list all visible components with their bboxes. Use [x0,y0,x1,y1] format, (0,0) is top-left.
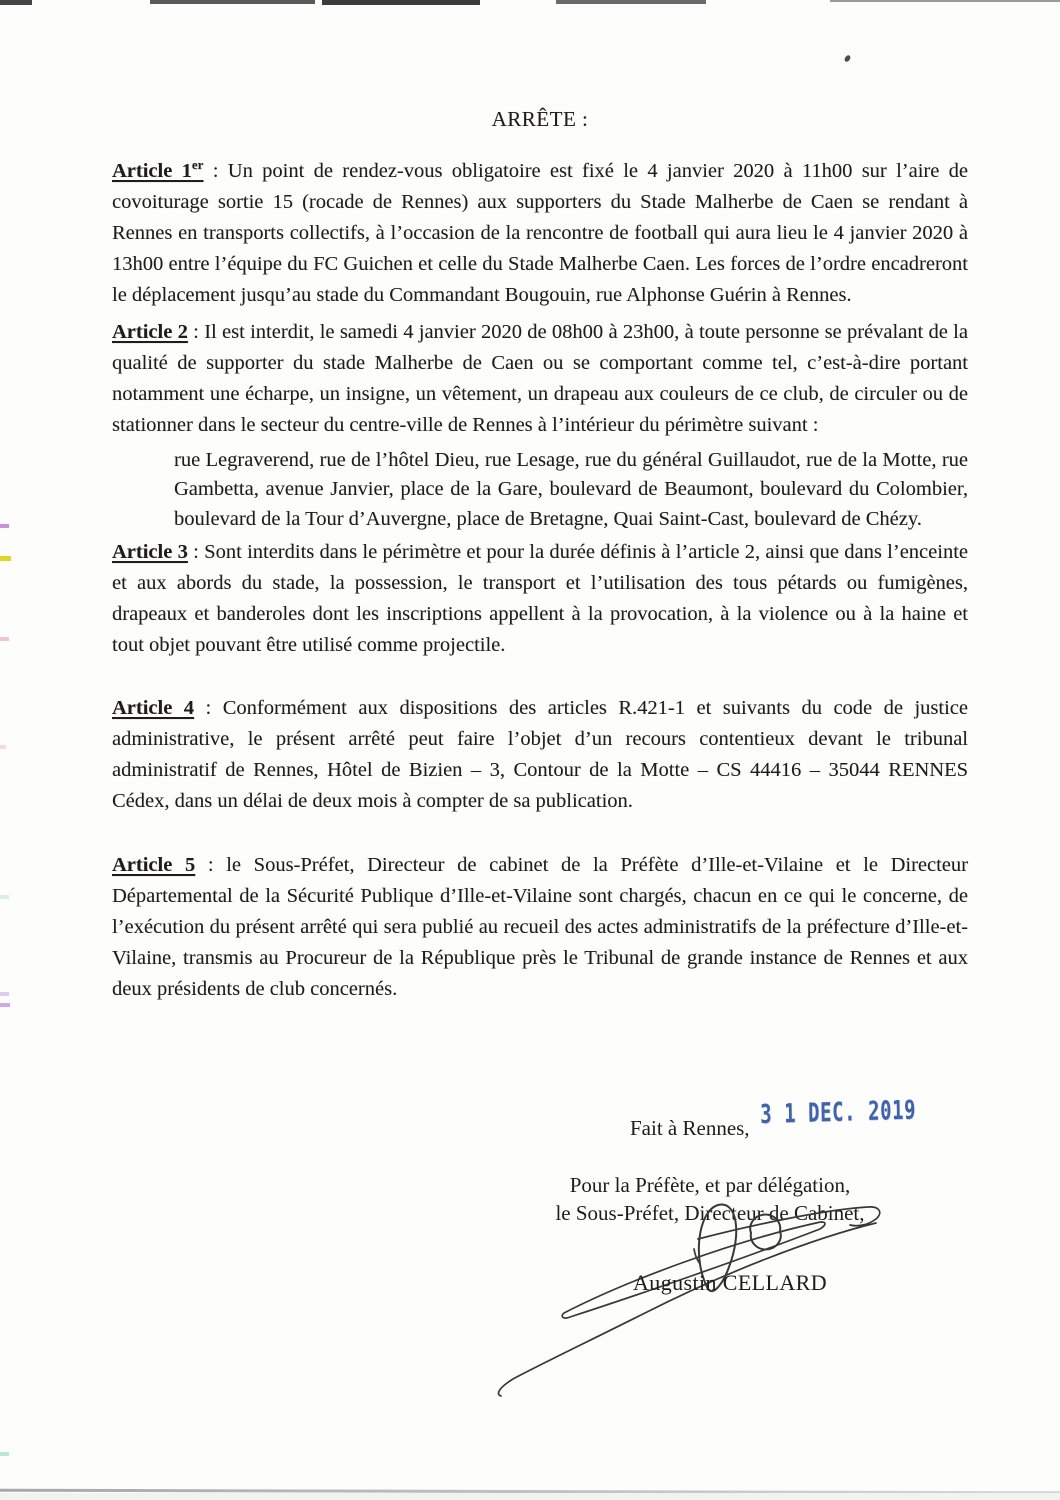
scan-margin-mark [0,895,9,899]
delegation-line-1: Pour la Préfète, et par délégation, [569,1173,851,1197]
signature [480,1197,910,1397]
article-5-paragraph [112,850,968,1005]
place-date-line: Fait à Rennes, [630,1116,750,1140]
article-5-text: le Sous-Préfet, Directeur de cabinet de la Préfète d’Ille-et-Vilaine et le Directeur Départemental de la Sécurité Publique d’Ille-et-Vilaine sont chargés, chacun en ce qui le concerne, de l’exécution du présent arrêté qui sera publié au recueil des actes administratifs de la préfecture d’Ille-et-Vilaine, transmis au Procureur de la République près le Tribunal de grande instance de Rennes et aux deux présidents de club concernés. [112,854,968,1001]
article-2-label: Article 2 [112,320,188,343]
date-stamp: 3 1 DEC. 2019 [760,1095,917,1130]
document-title: ARRÊTE : [491,107,589,131]
article-2-text: Il est interdit, le samedi 4 janvier 2020 de 08h00 à 23h00, à toute personne se prévalant de la qualité de supporter du stade Malherbe de Caen ou se comportant comme tel, c’est-à-dire portant notamment une écharpe, un insigne, un vêtement, un drapeau aux couleurs de ce club, de circuler ou de stationner dans le secteur du centre-ville de Rennes à l’intérieur du périmètre suivant : [112,320,968,436]
article-1-label: Article 1er [112,157,204,182]
scan-edge-artifact [0,0,32,5]
perimeter-streets-block: rue Legraverend, rue de l’hôtel Dieu, rue Lesage, rue du général Guillaudot, rue de la Motte, rue Gambetta, avenue Janvier, place de la Gare, boulevard de Beaumont, boulevard du Colombier, boulevard de la Tour d’Auvergne, place de Bretagne, Quai Saint-Cast, boulevard de Chézy. [174,448,968,530]
scan-margin-mark [0,1003,10,1007]
article-2-separator: : [187,320,205,343]
scan-margin-mark [0,1452,9,1456]
article-3-text: Sont interdits dans le périmètre et pour la durée définis à l’article 2, ainsi que dans l’enceinte et aux abords du stade, la possession, le transport et l’utilisation des tous pétards ou fumigènes, drapeaux et banderoles dont les inscriptions appellent à la provocation, à la violence ou à la haine et tout objet pouvant être utilisé comme projectile. [112,541,968,657]
article-4-text: Conformément aux dispositions des articles R.421-1 et suivants du code de justice administrative, le présent arrêté peut faire l’objet d’un recours contentieux devant le tribunal administratif de Rennes, Hôtel de Bizien – 3, Contour de la Motte – CS 44416 – 35044 RENNES Cédex, dans un délai de deux mois à compter de sa publication. [112,697,968,813]
article-4-separator: : [194,697,223,720]
delegation-line-2: le Sous-Préfet, Directeur de Cabinet, [555,1201,865,1225]
scan-edge-artifact [0,1493,1060,1500]
article-5-separator: : [195,854,227,877]
article-1-paragraph [112,149,968,311]
scan-margin-mark [0,524,9,528]
article-1-text: Un point de rendez-vous obligatoire est fixé le 4 janvier 2020 à 11h00 sur l’aire de covoiturage sortie 15 (rocade de Rennes) aux supporters du Stade Malherbe de Caen se rendant à Rennes en transports collectifs, à l’occasion de la rencontre de football qui aura lieu le 4 janvier 2020 à 13h00 entre l’équipe du FC Guichen et celle du Stade Malherbe Caen. Les forces de l’ordre encadreront le déplacement jusqu’au stade du Commandant Bougouin, rue Alphonse Guérin à Rennes. [112,159,968,306]
scan-margin-mark [0,637,9,641]
article-3-separator: : [187,541,205,564]
article-5-label: Article 5 [112,854,196,877]
signatory-name: Augustin CELLARD [633,1270,828,1295]
scan-margin-mark [0,745,6,749]
article-3-paragraph [112,537,968,661]
document-body [112,0,968,1005]
scan-margin-mark [0,556,11,561]
article-3-label: Article 3 [112,541,188,564]
article-4-label: Article 4 [112,697,195,720]
scan-margin-mark [0,992,9,996]
article-2-paragraph [112,317,968,441]
article-4-paragraph [112,693,968,817]
article-1-separator: : [203,159,228,182]
